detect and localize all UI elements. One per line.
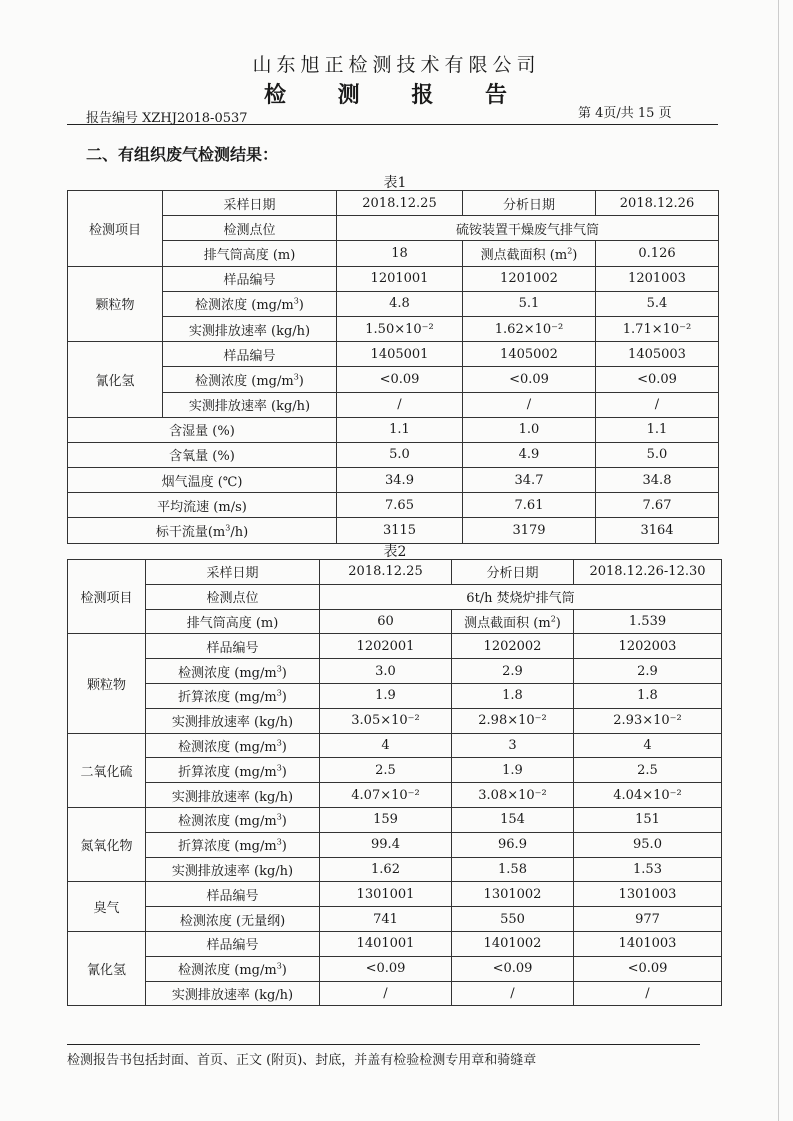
row-label [146,783,320,808]
value-cell: 151 [574,807,722,832]
row-label-text: 实测排放速率 (kg/h) [171,789,294,805]
row-label [146,956,320,981]
row-label [146,758,320,783]
extra-row [68,468,719,493]
row-label-text: 样品编号 [206,640,259,656]
value-cell: 1301003 [574,882,722,907]
row-label [68,493,337,518]
value-cell: / [337,392,463,417]
data-row [68,708,722,733]
row-label [146,882,320,907]
page-number: 第 4页/共 15 页 [578,106,672,121]
row-label-text: 样品编号 [206,888,259,904]
value-cell: 95.0 [574,832,722,857]
scan-edge-line [778,0,779,1121]
data-row [68,857,722,882]
value-cell: 4.9 [463,442,596,467]
header-row-point [68,584,722,609]
row-label-text: 折算浓度 (mg/m [178,764,277,780]
unit-superscript: 3 [276,738,282,748]
value-cell: 1201001 [337,266,463,291]
data-row [68,733,722,758]
extra-row [68,417,719,442]
value-cell: 96.9 [452,832,574,857]
row-label-text: 实测排放速率 (kg/h) [188,399,311,415]
row-label-tail: ) [281,963,287,979]
stack-height: 60 [320,609,452,634]
value-cell: 1.62×10⁻² [463,316,596,341]
row-label-text: 标干流量(m [155,525,226,541]
extra-row [68,493,719,518]
data-row [68,367,719,392]
value-cell: 3 [452,733,574,758]
value-cell: 5.0 [596,442,719,467]
row-label [163,316,337,341]
row-label-text: 实测排放速率 (kg/h) [171,987,294,1003]
row-label [163,392,337,417]
data-row [68,758,722,783]
group-name: 氮氧化物 [68,807,146,881]
value-cell: 977 [574,907,722,932]
group-name: 氰化氢 [68,931,146,1005]
value-cell: 1405001 [337,342,463,367]
value-cell: 741 [320,907,452,932]
value-cell: 4 [574,733,722,758]
group-name: 二氧化硫 [68,733,146,807]
value-cell: / [574,981,722,1006]
value-cell: 1.1 [596,417,719,442]
data-row [68,659,722,684]
unit-superscript: 3 [276,689,282,699]
data-row [68,807,722,832]
row-label [163,367,337,392]
value-cell: 4 [320,733,452,758]
data-row [68,783,722,808]
value-cell: 2.5 [574,758,722,783]
area-label [452,609,574,634]
row-label-text: 样品编号 [206,938,259,954]
value-cell: 5.4 [596,291,719,316]
row-label [163,342,337,367]
area-label-part: ) [572,247,578,263]
value-cell: 1201002 [463,266,596,291]
value-cell: 5.1 [463,291,596,316]
row-label-tail: ) [298,373,304,389]
row-label-text: 样品编号 [223,273,276,289]
point-label: 检测点位 [146,584,320,609]
value-cell: 1405002 [463,342,596,367]
report-title: 检 测 报 告 [264,82,529,108]
value-cell: 1201003 [596,266,719,291]
value-cell: <0.09 [452,956,574,981]
value-cell: 3179 [463,518,596,543]
unit-superscript: 3 [276,837,282,847]
sampling-date: 2018.12.25 [320,560,452,585]
row-label-text: 检测浓度 (mg/m [178,739,277,755]
value-cell: 34.7 [463,468,596,493]
row-label [163,291,337,316]
analysis-date: 2018.12.26 [596,191,719,216]
data-row [68,907,722,932]
unit-superscript: 3 [276,961,282,971]
row-label-text: 折算浓度 (mg/m [178,839,277,855]
data-row [68,392,719,417]
value-cell: 1.0 [463,417,596,442]
row-label-tail: /h) [230,525,249,541]
footer-rule [67,1044,700,1045]
row-label [68,442,337,467]
value-cell: 1.50×10⁻² [337,316,463,341]
row-label [146,683,320,708]
stack-height-label: 排气筒高度 (m) [146,609,320,634]
data-row [68,882,722,907]
group-name: 颗粒物 [68,634,146,733]
row-label-text: 检测浓度 (mg/m [178,665,277,681]
value-cell: <0.09 [320,956,452,981]
row-label [163,266,337,291]
value-cell: 1.9 [320,683,452,708]
value-cell: 1.58 [452,857,574,882]
footer-note: 检测报告书包括封面、首页、正文 (附页)、封底，并盖有检验检测专用章和骑缝章 [67,1053,537,1068]
area-label-part: ) [555,615,561,631]
row-label [146,857,320,882]
unit-superscript: 3 [276,813,282,823]
value-cell: 1202002 [452,634,574,659]
value-cell: 1202003 [574,634,722,659]
value-cell: 154 [452,807,574,832]
value-cell: 2.5 [320,758,452,783]
header-row-stack [68,609,722,634]
value-cell: <0.09 [574,956,722,981]
row-label-text: 检测浓度 (mg/m [195,298,294,314]
area-value: 0.126 [596,241,719,266]
data-row [68,291,719,316]
row-label-tail: ) [281,665,287,681]
row-label [146,634,320,659]
row-label [146,931,320,956]
row-label-text: 实测排放速率 (kg/h) [188,323,311,339]
value-cell: 1401002 [452,931,574,956]
table1 [67,190,719,544]
area-value: 1.539 [574,609,722,634]
area-label-part: 测点截面积 (m [464,615,551,631]
value-cell: 99.4 [320,832,452,857]
value-cell: 1.1 [337,417,463,442]
header-rule [67,124,718,125]
data-row [68,981,722,1006]
value-cell: 1405003 [596,342,719,367]
row-label [146,981,320,1006]
analysis-date-label: 分析日期 [463,191,596,216]
value-cell: 34.8 [596,468,719,493]
section-title: 二、有组织废气检测结果： [86,145,279,164]
value-cell: 7.65 [337,493,463,518]
row-label-text: 样品编号 [223,348,276,364]
row-label [146,807,320,832]
value-cell: 550 [452,907,574,932]
value-cell: / [320,981,452,1006]
row-label-tail: ) [298,298,304,314]
value-cell: <0.09 [596,367,719,392]
value-cell: 1401001 [320,931,452,956]
table2 [67,559,722,1006]
table2-caption: 表2 [383,544,407,560]
extra-row [68,518,719,543]
row-label [68,518,337,543]
value-cell: / [452,981,574,1006]
header-row-dates [68,560,722,585]
row-label [146,708,320,733]
row-label [146,907,320,932]
row-label-tail: ) [281,739,287,755]
value-cell: 159 [320,807,452,832]
analysis-date-label: 分析日期 [452,560,574,585]
row-label-text: 烟气温度 (℃) [161,474,243,490]
area-label-part: 2 [550,614,556,624]
row-label-text: 含氧量 (%) [169,449,235,465]
value-cell: 2.93×10⁻² [574,708,722,733]
value-cell: 1301001 [320,882,452,907]
header-row-dates [68,191,719,216]
value-cell: 3164 [596,518,719,543]
value-cell: 1301002 [452,882,574,907]
value-cell: 4.07×10⁻² [320,783,452,808]
row-label-text: 实测排放速率 (kg/h) [171,863,294,879]
sampling-date: 2018.12.25 [337,191,463,216]
area-label-part: 2 [567,246,573,256]
row-label-text: 检测浓度 (mg/m [178,814,277,830]
stack-height-label: 排气筒高度 (m) [163,241,337,266]
row-label [68,468,337,493]
value-cell: 4.8 [337,291,463,316]
header-row-point [68,216,719,241]
data-row [68,683,722,708]
company-name: 山东旭正检测技术有限公司 [252,54,541,76]
extra-row [68,442,719,467]
value-cell: 1.71×10⁻² [596,316,719,341]
report-number: 报告编号 XZHJ2018-0537 [86,111,248,126]
row-label [68,417,337,442]
row-label-tail: ) [281,690,287,706]
data-row [68,931,722,956]
value-cell: <0.09 [463,367,596,392]
value-cell: / [596,392,719,417]
value-cell: 1.8 [452,683,574,708]
item-header: 检测项目 [68,560,146,634]
value-cell: <0.09 [337,367,463,392]
row-label [146,733,320,758]
value-cell: 2.9 [574,659,722,684]
unit-superscript: 3 [293,372,299,382]
value-cell: 3.0 [320,659,452,684]
table1-caption: 表1 [383,175,407,191]
data-row [68,956,722,981]
area-label-part: 测点截面积 (m [480,247,568,263]
value-cell: 4.04×10⁻² [574,783,722,808]
value-cell: 34.9 [337,468,463,493]
value-cell: 5.0 [337,442,463,467]
stack-height: 18 [337,241,463,266]
analysis-date: 2018.12.26-12.30 [574,560,722,585]
row-label-text: 折算浓度 (mg/m [178,690,277,706]
group-name: 臭气 [68,882,146,932]
point-label: 检测点位 [163,216,337,241]
unit-superscript: 3 [225,523,231,533]
data-row [68,634,722,659]
data-row [68,342,719,367]
row-label-tail: ) [281,839,287,855]
value-cell: 3.08×10⁻² [452,783,574,808]
unit-superscript: 3 [293,297,299,307]
data-row [68,316,719,341]
value-cell: 1.62 [320,857,452,882]
row-label-text: 检测浓度 (无量纲) [179,913,286,929]
row-label-text: 检测浓度 (mg/m [178,963,277,979]
sampling-date-label: 采样日期 [163,191,337,216]
value-cell: 1.53 [574,857,722,882]
value-cell: 1401003 [574,931,722,956]
row-label [146,832,320,857]
item-header: 检测项目 [68,191,163,267]
group-name: 氰化氢 [68,342,163,418]
value-cell: 7.61 [463,493,596,518]
group-name: 颗粒物 [68,266,163,342]
value-cell: 7.67 [596,493,719,518]
value-cell: 1.9 [452,758,574,783]
row-label-tail: ) [281,814,287,830]
area-label [463,241,596,266]
sampling-date-label: 采样日期 [146,560,320,585]
value-cell: 3115 [337,518,463,543]
data-row [68,266,719,291]
data-row [68,832,722,857]
row-label-text: 含湿量 (%) [169,424,235,440]
row-label-tail: ) [281,764,287,780]
row-label-text: 实测排放速率 (kg/h) [171,715,294,731]
header-row-stack [68,241,719,266]
point-value: 6t/h 焚烧炉排气筒 [320,584,722,609]
row-label [146,659,320,684]
value-cell: 1202001 [320,634,452,659]
row-label-text: 平均流速 (m/s) [157,499,247,515]
unit-superscript: 3 [276,664,282,674]
value-cell: 2.9 [452,659,574,684]
unit-superscript: 3 [276,763,282,773]
value-cell: / [463,392,596,417]
value-cell: 3.05×10⁻² [320,708,452,733]
value-cell: 1.8 [574,683,722,708]
point-value: 硫铵装置干燥废气排气筒 [337,216,719,241]
value-cell: 2.98×10⁻² [452,708,574,733]
row-label-text: 检测浓度 (mg/m [195,373,294,389]
